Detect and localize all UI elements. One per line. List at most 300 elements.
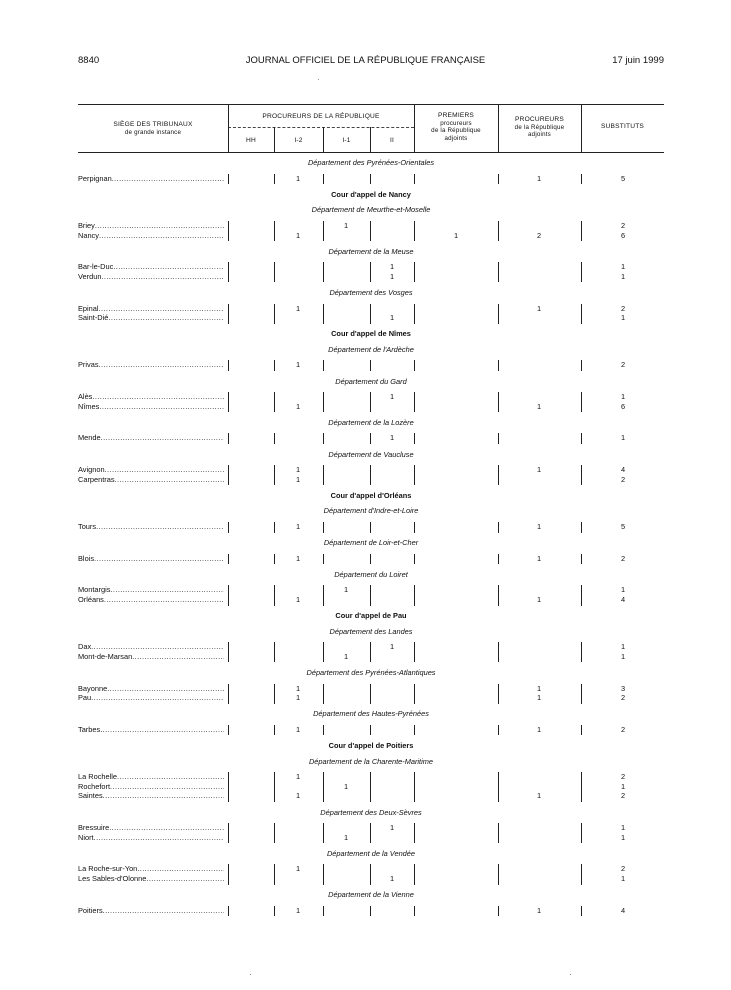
column-bar — [323, 262, 324, 282]
count-substituts: 2 — [620, 864, 626, 874]
column-bar — [414, 174, 415, 185]
department-heading: Département de la Vienne — [328, 890, 414, 900]
count-ii: 1 — [389, 313, 395, 323]
column-bar — [581, 221, 582, 241]
tribunal-name — [78, 906, 224, 916]
count-adjoints: 1 — [536, 693, 542, 703]
tribunal-name — [78, 772, 224, 782]
publication-date: 17 juin 1999 — [612, 55, 664, 66]
column-bar — [228, 554, 229, 565]
header-grade-i2: I-2 — [294, 137, 303, 144]
column-bar — [274, 772, 275, 802]
column-bar — [228, 360, 229, 371]
column-bar — [228, 642, 229, 662]
count-adjoints: 1 — [536, 522, 542, 531]
scan-speck: · — [317, 75, 320, 84]
count-i2: 1 — [295, 401, 301, 411]
tribunal-name-text: Verdun — [78, 271, 102, 281]
count-substituts: 1 — [620, 313, 626, 323]
column-bar — [370, 585, 371, 605]
scan-speck: · — [569, 970, 572, 979]
department-heading: Département des Vosges — [329, 287, 413, 297]
header-procadj-l2: de la République — [514, 123, 565, 131]
column-bar — [370, 642, 371, 662]
cour-heading: Cour d'appel de Pau — [335, 611, 407, 621]
department-heading: Département des Pyrénées-Orientales — [307, 158, 435, 167]
column-bar — [498, 304, 499, 324]
column-bar — [274, 174, 275, 185]
tribunal-name-text: Mont-de-Marsan — [78, 651, 133, 661]
count-adjoints: 1 — [536, 595, 542, 604]
column-bar — [414, 221, 415, 241]
table-header-bottom-rule — [78, 152, 664, 153]
column-bar — [228, 864, 229, 884]
tribunal-name — [78, 823, 224, 833]
count-i2: 1 — [295, 553, 301, 563]
column-bar — [414, 864, 415, 884]
count-substituts: 4 — [620, 465, 626, 475]
count-i2: 1 — [295, 693, 301, 703]
tribunal-name-text: Bayonne — [78, 683, 108, 693]
column-bar — [414, 360, 415, 371]
column-bar — [323, 304, 324, 324]
tribunal-name — [78, 221, 224, 231]
header-siege-line1: SIÈGE DES TRIBUNAUX — [113, 121, 193, 128]
column-bar — [370, 522, 371, 533]
column-bar — [498, 684, 499, 704]
column-bar — [323, 433, 324, 444]
column-bar — [498, 642, 499, 662]
count-ii: 1 — [389, 392, 395, 402]
tribunal-name — [78, 392, 224, 402]
tribunal-name — [78, 874, 224, 884]
tribunal-name-text: Carpentras — [78, 474, 115, 484]
count-substituts: 1 — [620, 271, 626, 281]
tribunal-name-text: Privas — [78, 360, 99, 370]
tribunal-name — [78, 864, 224, 874]
column-bar — [323, 465, 324, 485]
column-bar — [414, 465, 415, 485]
column-bar — [274, 360, 275, 371]
tribunal-name-text: Les Sables-d'Olonne — [78, 874, 147, 883]
column-bar — [274, 433, 275, 444]
column-bar — [581, 725, 582, 736]
column-bar — [370, 304, 371, 324]
column-bar — [581, 585, 582, 605]
header-premiers-l1: PREMIERS — [437, 112, 475, 119]
tribunal-name — [78, 585, 224, 595]
tribunal-name-text: Niort — [78, 832, 94, 842]
tribunal-name-text: Pau — [78, 693, 92, 703]
count-i2: 1 — [295, 791, 301, 801]
column-bar — [498, 262, 499, 282]
department-heading: Département d'Indre-et-Loire — [323, 506, 419, 516]
count-substituts: 2 — [620, 474, 626, 484]
count-adjoints: 2 — [536, 230, 542, 240]
count-substituts: 1 — [620, 823, 626, 833]
header-procadj-l1: PROCUREURS — [515, 116, 564, 123]
header-premiers-l2: procureurs — [440, 119, 472, 127]
column-bar — [498, 906, 499, 917]
column-bar — [323, 392, 324, 412]
header-grade-i1: I-1 — [342, 137, 351, 144]
tribunal-name-text: Tarbes — [78, 724, 101, 734]
count-substituts: 6 — [620, 401, 626, 411]
count-substituts: 4 — [620, 905, 626, 915]
department-heading: Département de la Meuse — [328, 246, 414, 256]
procureurs-subrule — [228, 127, 414, 128]
count-i2: 1 — [295, 303, 301, 313]
count-i1: 1 — [343, 832, 349, 842]
column-bar — [274, 522, 275, 533]
column-bar — [498, 392, 499, 412]
count-adjoints: 1 — [536, 173, 542, 183]
column-bar — [498, 554, 499, 565]
column-bar — [370, 725, 371, 736]
magistrates-table — [78, 104, 664, 956]
column-bar — [581, 772, 582, 802]
page-number: 8840 — [78, 55, 100, 66]
column-bar — [498, 725, 499, 736]
column-bar — [323, 823, 324, 843]
tribunal-name — [78, 433, 224, 443]
department-heading: Département des Pyrénées-Atlantiques — [306, 668, 436, 677]
tribunal-name-text: Alès — [78, 392, 93, 402]
column-bar — [228, 433, 229, 444]
tribunal-name — [78, 522, 224, 532]
column-bar — [274, 684, 275, 704]
column-bar — [498, 174, 499, 185]
column-bar — [370, 823, 371, 843]
column-bar — [581, 262, 582, 282]
column-bar — [228, 772, 229, 802]
header-procureurs: PROCUREURS DE LA RÉPUBLIQUE — [262, 113, 380, 120]
scan-speck: · — [249, 970, 252, 979]
column-bar — [323, 906, 324, 917]
column-bar — [228, 174, 229, 185]
department-heading: Département de Loir-et-Cher — [323, 538, 419, 548]
column-bar — [323, 642, 324, 662]
count-substituts: 1 — [620, 781, 626, 791]
table-top-rule — [78, 104, 664, 105]
tribunal-name — [78, 272, 224, 282]
column-bar — [274, 262, 275, 282]
count-substituts: 1 — [620, 585, 626, 595]
tribunal-name-text: Perpignan — [78, 173, 112, 183]
count-adjoints: 1 — [536, 303, 542, 313]
count-substituts: 2 — [620, 220, 626, 230]
header-grade-ii: II — [389, 137, 395, 144]
department-heading: Département des Deux-Sèvres — [320, 807, 422, 817]
tribunal-name-text: La Roche-sur-Yon — [78, 864, 138, 874]
column-bar — [581, 864, 582, 884]
column-bar — [228, 304, 229, 324]
column-bar — [581, 906, 582, 917]
count-substituts: 2 — [620, 553, 626, 563]
tribunal-name — [78, 304, 224, 314]
column-bar — [274, 221, 275, 241]
column-bar — [581, 433, 582, 444]
count-ii: 1 — [389, 823, 395, 833]
column-bar — [370, 772, 371, 802]
count-substituts: 1 — [620, 392, 626, 402]
count-substituts: 1 — [620, 651, 626, 661]
column-bar — [414, 906, 415, 917]
column-bar — [581, 465, 582, 485]
column-bar — [228, 823, 229, 843]
column-bar — [414, 433, 415, 444]
column-bar — [581, 642, 582, 662]
tribunal-name-text: Poitiers — [78, 905, 103, 915]
count-i2: 1 — [295, 905, 301, 915]
count-adjoints: 1 — [536, 553, 542, 563]
count-i1: 1 — [343, 781, 349, 791]
header-premiers-l3: de la République — [431, 127, 481, 134]
column-bar — [414, 522, 415, 533]
count-i2: 1 — [295, 474, 301, 484]
column-bar — [274, 864, 275, 884]
column-bar — [414, 772, 415, 802]
column-bar — [498, 465, 499, 485]
tribunal-name — [78, 262, 224, 272]
count-i2: 1 — [295, 864, 301, 874]
tribunal-name — [78, 684, 224, 694]
count-substituts: 6 — [620, 230, 626, 240]
count-substituts: 5 — [620, 522, 626, 531]
department-heading: Département des Landes — [329, 626, 413, 636]
column-bar — [498, 585, 499, 605]
column-bar — [228, 906, 229, 917]
column-bar — [274, 585, 275, 605]
column-bar — [498, 864, 499, 884]
column-bar — [323, 585, 324, 605]
tribunal-name-text: Saintes — [78, 791, 103, 801]
count-substituts: 1 — [620, 832, 626, 842]
column-bar — [228, 392, 229, 412]
column-bar — [323, 864, 324, 884]
count-ii: 1 — [389, 874, 395, 883]
tribunal-name — [78, 693, 224, 703]
column-bar — [370, 465, 371, 485]
count-ii: 1 — [389, 271, 395, 281]
count-adjoints: 1 — [536, 791, 542, 801]
column-bar — [581, 684, 582, 704]
column-bar — [274, 392, 275, 412]
cour-heading: Cour d'appel de Nancy — [331, 189, 411, 199]
header-premiers — [414, 112, 498, 142]
header-siege — [78, 121, 228, 136]
tribunal-name — [78, 782, 224, 792]
department-heading: Département du Gard — [335, 376, 407, 386]
department-heading: Département de la Charente-Maritime — [308, 756, 434, 766]
count-i2: 1 — [295, 772, 301, 782]
column-bar — [370, 864, 371, 884]
column-bar — [414, 262, 415, 282]
department-heading: Département de la Vendée — [326, 848, 416, 858]
column-bar — [370, 433, 371, 444]
count-i2: 1 — [295, 360, 301, 370]
cour-heading: Cour d'appel de Nîmes — [331, 329, 411, 339]
column-bar — [274, 642, 275, 662]
column-bar — [323, 725, 324, 736]
column-bar — [581, 304, 582, 324]
count-substituts: 1 — [620, 433, 626, 443]
department-heading: Département du Loiret — [334, 569, 408, 579]
count-i2: 1 — [295, 465, 301, 475]
tribunal-name-text: Epinal — [78, 303, 99, 313]
count-premiers: 1 — [453, 230, 459, 240]
column-bar — [228, 465, 229, 485]
column-bar — [323, 174, 324, 185]
cour-heading: Cour d'appel d'Orléans — [330, 490, 412, 500]
header-grade-hh: HH — [246, 137, 256, 144]
column-bar — [274, 906, 275, 917]
column-bar — [498, 823, 499, 843]
header-procadj-l3: adjoints — [528, 131, 551, 138]
tribunal-name-text: Rochefort — [78, 781, 111, 791]
department-heading: Département de l'Ardèche — [328, 344, 414, 354]
column-bar — [498, 360, 499, 371]
tribunal-name-text: Mende — [78, 433, 101, 443]
count-substituts: 2 — [620, 360, 626, 370]
column-bar — [370, 174, 371, 185]
count-adjoints: 1 — [536, 401, 542, 411]
column-bar — [498, 221, 499, 241]
count-ii: 1 — [389, 433, 395, 443]
column-bar — [228, 522, 229, 533]
tribunal-name-text: Orléans — [78, 595, 104, 604]
column-bar — [228, 725, 229, 736]
tribunal-name — [78, 725, 224, 735]
count-substituts: 2 — [620, 724, 626, 734]
count-substituts: 2 — [620, 693, 626, 703]
tribunal-name-text: Nancy — [78, 230, 99, 240]
count-i1: 1 — [343, 220, 349, 230]
tribunal-name-text: Nîmes — [78, 401, 100, 411]
column-bar — [370, 262, 371, 282]
count-substituts: 4 — [620, 595, 626, 604]
tribunal-name-text: Briey — [78, 220, 95, 230]
column-bar — [498, 522, 499, 533]
count-substituts: 1 — [620, 642, 626, 652]
count-i2: 1 — [295, 522, 301, 531]
column-bar — [323, 772, 324, 802]
column-bar — [498, 433, 499, 444]
column-bar — [581, 360, 582, 371]
tribunal-name — [78, 231, 224, 241]
column-bar — [414, 642, 415, 662]
column-bar — [581, 823, 582, 843]
count-adjoints: 1 — [536, 683, 542, 693]
count-i2: 1 — [295, 683, 301, 693]
column-bar — [414, 392, 415, 412]
column-bar — [323, 554, 324, 565]
column-bar — [370, 554, 371, 565]
column-bar — [370, 684, 371, 704]
tribunal-name-text: Blois — [78, 553, 95, 563]
header-proc-adjoints — [498, 116, 581, 139]
column-bar — [323, 684, 324, 704]
count-substituts: 5 — [620, 173, 626, 183]
tribunal-name — [78, 465, 224, 475]
count-i1: 1 — [343, 585, 349, 595]
tribunal-name-text: Avignon — [78, 465, 105, 475]
tribunal-name-text: Tours — [78, 522, 97, 531]
column-bar — [274, 725, 275, 736]
column-bar — [414, 684, 415, 704]
column-bar — [323, 360, 324, 371]
count-i2: 1 — [295, 173, 301, 183]
count-substituts: 2 — [620, 791, 626, 801]
department-heading: Département des Hautes-Pyrénées — [313, 709, 429, 719]
count-i1: 1 — [343, 651, 349, 661]
column-bar — [414, 585, 415, 605]
column-bar — [323, 221, 324, 241]
cour-heading: Cour d'appel de Poitiers — [328, 741, 414, 750]
tribunal-name — [78, 402, 224, 412]
count-substituts: 3 — [620, 683, 626, 693]
tribunal-name — [78, 554, 224, 564]
department-heading: Département de Vaucluse — [328, 449, 414, 459]
column-bar — [228, 221, 229, 241]
column-bar — [414, 554, 415, 565]
column-bar — [498, 772, 499, 802]
tribunal-name-text: Dax — [78, 642, 92, 652]
column-bar — [414, 725, 415, 736]
header-substituts: SUBSTITUTS — [600, 123, 645, 130]
count-adjoints: 1 — [536, 905, 542, 915]
tribunal-name — [78, 360, 224, 370]
column-bar — [228, 684, 229, 704]
count-adjoints: 1 — [536, 465, 542, 475]
column-bar — [370, 392, 371, 412]
count-i2: 1 — [295, 724, 301, 734]
count-substituts: 1 — [620, 262, 626, 272]
column-bar — [414, 823, 415, 843]
count-i2: 1 — [295, 595, 301, 604]
column-bar — [581, 174, 582, 185]
department-heading: Département de la Lozère — [328, 417, 414, 427]
count-substituts: 1 — [620, 874, 626, 883]
column-bar — [581, 392, 582, 412]
tribunal-name — [78, 313, 224, 323]
column-bar — [274, 554, 275, 565]
column-divider — [228, 104, 229, 152]
header-premiers-l4: adjoints — [444, 134, 468, 142]
tribunal-name — [78, 174, 224, 184]
column-bar — [228, 585, 229, 605]
tribunal-name — [78, 642, 224, 652]
count-substituts: 2 — [620, 772, 626, 782]
tribunal-name-text: Montargis — [78, 585, 111, 595]
count-substituts: 2 — [620, 303, 626, 313]
column-bar — [323, 522, 324, 533]
tribunal-name — [78, 652, 224, 662]
header-siege-line2: de grande instance — [124, 128, 182, 136]
tribunal-name — [78, 475, 224, 485]
column-bar — [274, 823, 275, 843]
count-ii: 1 — [389, 262, 395, 272]
column-bar — [274, 465, 275, 485]
tribunal-name-text: Bar-le-Duc — [78, 262, 114, 272]
column-bar — [274, 304, 275, 324]
count-adjoints: 1 — [536, 724, 542, 734]
column-bar — [370, 360, 371, 371]
column-bar — [581, 522, 582, 533]
column-bar — [370, 906, 371, 917]
tribunal-name-text: Saint-Dié — [78, 313, 109, 323]
count-ii: 1 — [389, 642, 395, 652]
